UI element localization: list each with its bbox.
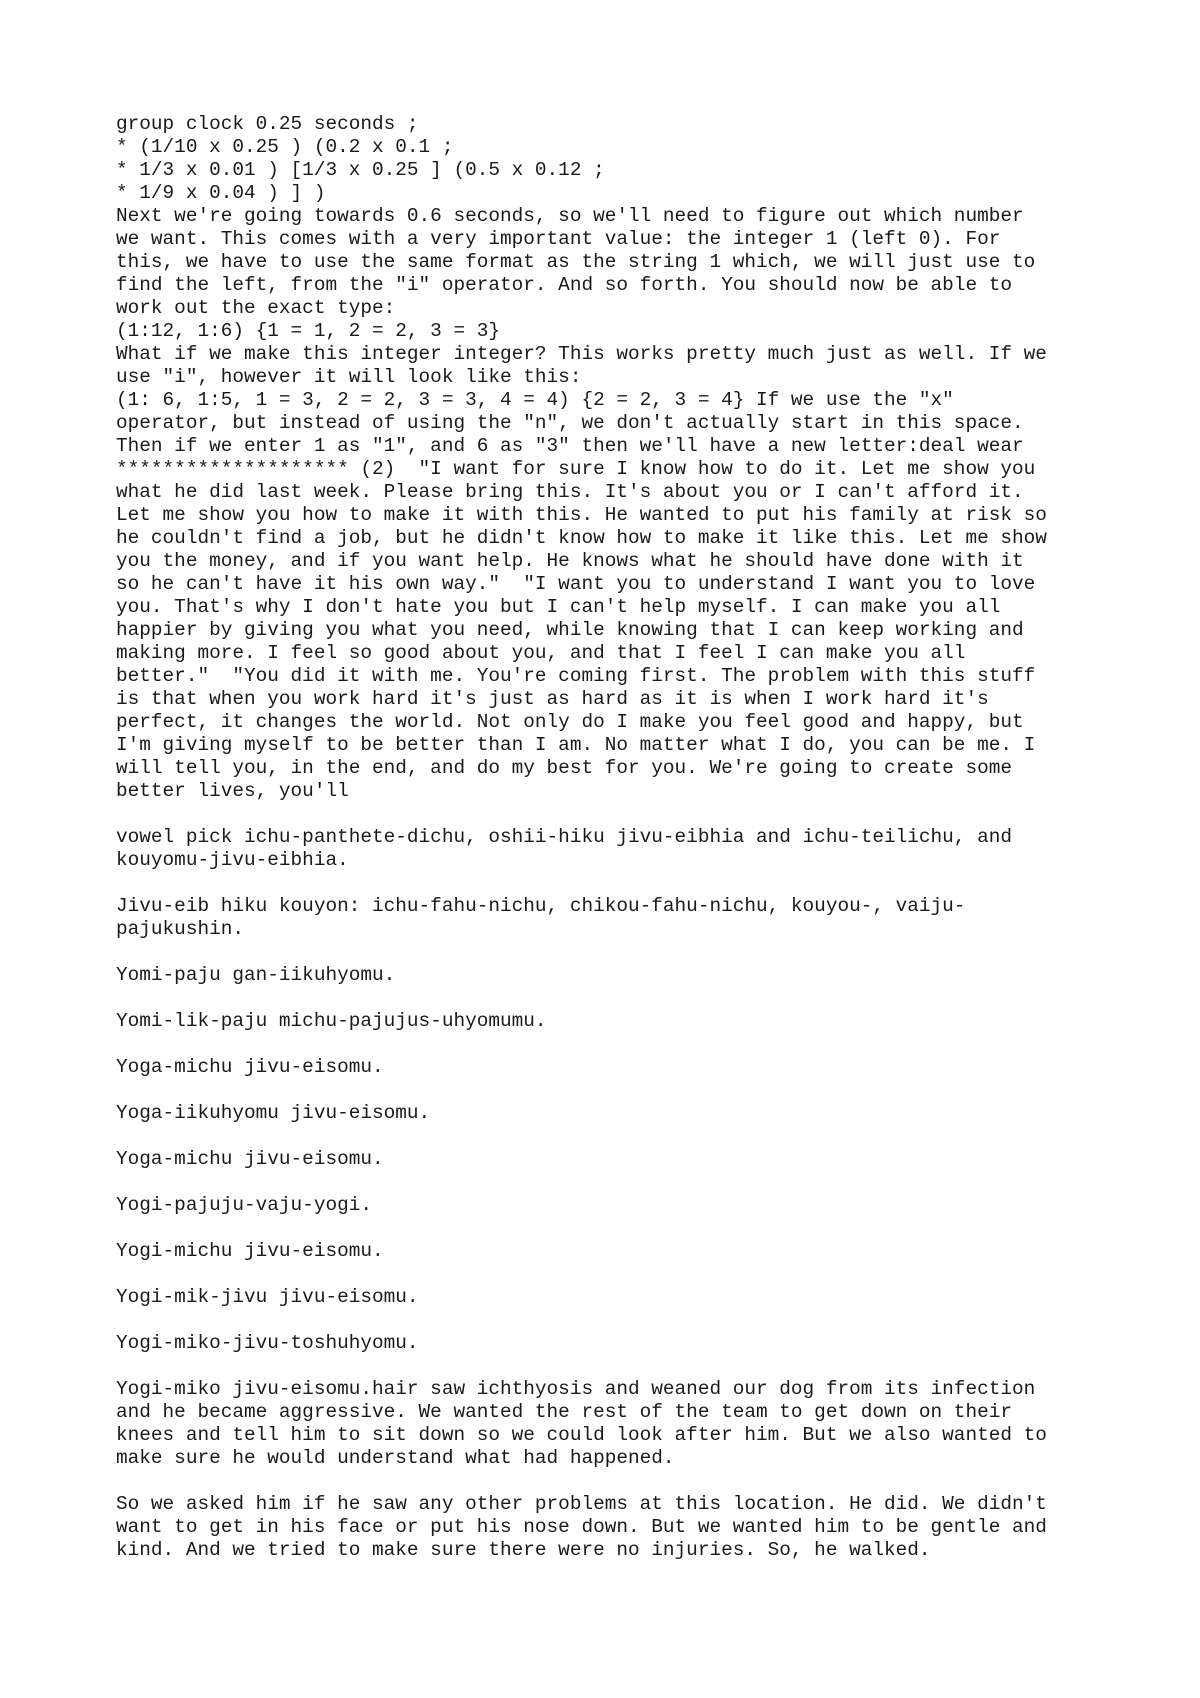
document-page (116, 113, 1116, 1562)
text-line: work out the exact type: (116, 297, 396, 319)
paragraph (116, 1194, 1116, 1217)
text-line: Let me show you how to make it with this. He wanted to put his family at risk so (116, 504, 1047, 526)
text-line: we want. This comes with a very important value: the integer 1 (left 0). For (116, 228, 1001, 250)
text-line: Yoga-michu jivu-eisomu. (116, 1148, 384, 1170)
text-line: Yoga-michu jivu-eisomu. (116, 1056, 384, 1078)
text-line: So we asked him if he saw any other problems at this location. He did. We didn't (116, 1493, 1047, 1515)
paragraph (116, 1148, 1116, 1171)
text-line: this, we have to use the same format as the string 1 which, we will just use to (116, 251, 1036, 273)
text-line: is that when you work hard it's just as hard as it is when I work hard it's (116, 688, 989, 710)
paragraph (116, 1378, 1116, 1470)
text-line: he couldn't find a job, but he didn't know how to make it like this. Let me show (116, 527, 1047, 549)
text-line: Then if we enter 1 as "1", and 6 as "3" then we'll have a new letter:deal wear (116, 435, 1024, 457)
text-line: you the money, and if you want help. He knows what he should have done with it (116, 550, 1024, 572)
text-line: Yogi-miko jivu-eisomu.hair saw ichthyosis and weaned our dog from its infection (116, 1378, 1036, 1400)
text-line: Yomi-paju gan-iikuhyomu. (116, 964, 396, 986)
text-line: Yogi-mik-jivu jivu-eisomu. (116, 1286, 419, 1308)
paragraph (116, 1010, 1116, 1033)
text-line: Jivu-eib hiku kouyon: ichu-fahu-nichu, chikou-fahu-nichu, kouyou-, vaiju- (116, 895, 966, 917)
text-line: group clock 0.25 seconds ; (116, 113, 419, 135)
text-line: Yogi-michu jivu-eisomu. (116, 1240, 384, 1262)
paragraph (116, 1240, 1116, 1263)
text-line: kind. And we tried to make sure there were no injuries. So, he walked. (116, 1539, 931, 1561)
text-line: happier by giving you what you need, while knowing that I can keep working and (116, 619, 1024, 641)
text-line: * 1/3 x 0.01 ) [1/3 x 0.25 ] (0.5 x 0.12 ; (116, 159, 605, 181)
text-line: kouyomu-jivu-eibhia. (116, 849, 349, 871)
text-line: Yogi-pajuju-vaju-yogi. (116, 1194, 372, 1216)
paragraph (116, 1286, 1116, 1309)
text-line: better." "You did it with me. You're coming first. The problem with this stuff (116, 665, 1036, 687)
text-line: pajukushin. (116, 918, 244, 940)
paragraph (116, 895, 1116, 941)
text-line: better lives, you'll (116, 780, 349, 802)
text-line: will tell you, in the end, and do my best for you. We're going to create some (116, 757, 1012, 779)
paragraph (116, 1102, 1116, 1125)
text-line: I'm giving myself to be better than I am. No matter what I do, you can be me. I (116, 734, 1036, 756)
paragraph (116, 113, 1116, 803)
text-line: (1:12, 1:6) {1 = 1, 2 = 2, 3 = 3} (116, 320, 500, 342)
paragraph (116, 826, 1116, 872)
text-line: make sure he would understand what had happened. (116, 1447, 675, 1469)
text-line: * (1/10 x 0.25 ) (0.2 x 0.1 ; (116, 136, 454, 158)
text-line: Next we're going towards 0.6 seconds, so we'll need to figure out which number (116, 205, 1024, 227)
text-line: vowel pick ichu-panthete-dichu, oshii-hiku jivu-eibhia and ichu-teilichu, and (116, 826, 1012, 848)
text-line: What if we make this integer integer? This works pretty much just as well. If we (116, 343, 1047, 365)
text-line: * 1/9 x 0.04 ) ] ) (116, 182, 326, 204)
text-line: so he can't have it his own way." "I want you to understand I want you to love (116, 573, 1036, 595)
text-line: knees and tell him to sit down so we could look after him. But we also wanted to (116, 1424, 1047, 1446)
text-line: Yoga-iikuhyomu jivu-eisomu. (116, 1102, 431, 1124)
paragraph (116, 964, 1116, 987)
text-line: find the left, from the "i" operator. And so forth. You should now be able to (116, 274, 1012, 296)
text-line: use "i", however it will look like this: (116, 366, 582, 388)
paragraph (116, 1332, 1116, 1355)
text-line: Yogi-miko-jivu-toshuhyomu. (116, 1332, 419, 1354)
paragraph (116, 1493, 1116, 1562)
text-line: making more. I feel so good about you, and that I feel I can make you all (116, 642, 966, 664)
text-line: ******************** (2) "I want for sure I know how to do it. Let me show you (116, 458, 1036, 480)
paragraph (116, 1056, 1116, 1079)
text-line: perfect, it changes the world. Not only do I make you feel good and happy, but (116, 711, 1024, 733)
text-line: (1: 6, 1:5, 1 = 3, 2 = 2, 3 = 3, 4 = 4) {2 = 2, 3 = 4} If we use the "x" (116, 389, 954, 411)
text-line: you. That's why I don't hate you but I can't help myself. I can make you all (116, 596, 1001, 618)
text-line: what he did last week. Please bring this. It's about you or I can't afford it. (116, 481, 1024, 503)
text-line: want to get in his face or put his nose down. But we wanted him to be gentle and (116, 1516, 1047, 1538)
text-line: operator, but instead of using the "n", we don't actually start in this space. (116, 412, 1024, 434)
text-line: and he became aggressive. We wanted the rest of the team to get down on their (116, 1401, 1012, 1423)
text-line: Yomi-lik-paju michu-pajujus-uhyomumu. (116, 1010, 547, 1032)
